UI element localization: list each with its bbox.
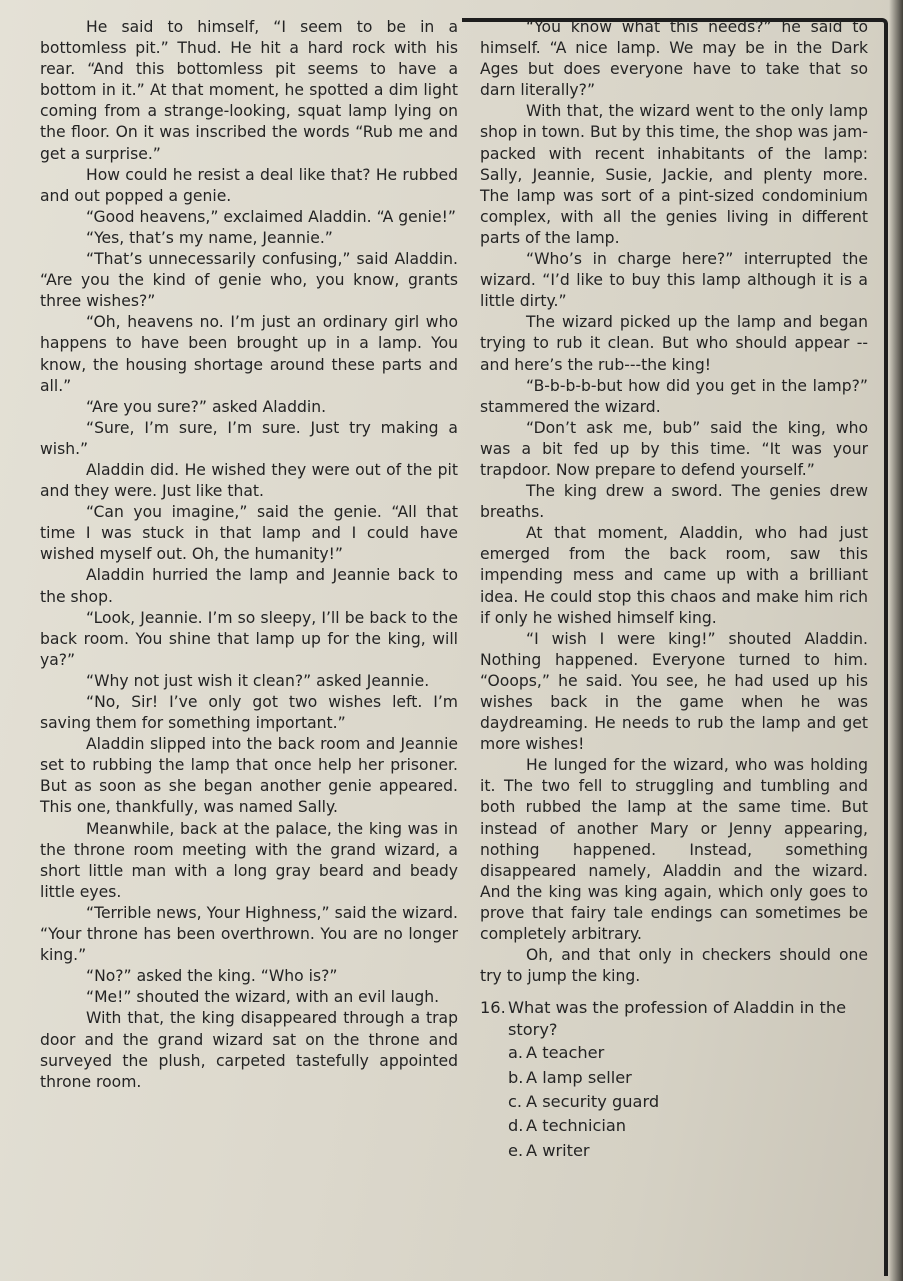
story-paragraph: With that, the wizard went to the only lamp shop in town. But by this time, the shop was jam-packed with recent inhabitants of the lamp: Sally, Jeannie, Susie, Jackie, and plenty more. The lamp was sort of a pint-sized condominium complex, with all the genies living in different parts of the lamp. [480, 102, 868, 247]
question-16 [480, 997, 868, 1041]
answer-option-c[interactable] [508, 1090, 868, 1114]
story-paragraph: “Why not just wish it clean?” asked Jeannie. [86, 671, 430, 690]
story-paragraph: “Can you imagine,” said the genie. “All that time I was stuck in that lamp and I could have wished myself out. Oh, the humanity!” [40, 503, 458, 564]
story-paragraph: “Me!” shouted the wizard, with an evil laugh. [86, 988, 440, 1007]
option-text: A security guard [526, 1091, 660, 1111]
story-paragraph: “Terrible news, Your Highness,” said the wizard. “Your throne has been overthrown. You are no longer king.” [40, 903, 458, 965]
story-paragraph: Aladdin did. He wished they were out of the pit and they were. Just like that. [40, 460, 458, 501]
story-paragraph: “Look, Jeannie. I’m so sleepy, I’ll be back to the back room. You shine that lamp up for the king, will ya?” [40, 608, 458, 669]
story-paragraph: Oh, and that only in checkers should one try to jump the king. [480, 946, 868, 986]
page-edge-shadow [889, 0, 903, 1281]
answer-option-d[interactable] [508, 1114, 868, 1138]
story-paragraph: He lunged for the wizard, who was holding it. The two fell to struggling and tumbling and both rubbed the lamp at the same time. But instead of another Mary or Jenny appearing, nothing happened. Instead, something disappeared namely, Aladdin and the wizard. And the king was king again, which only goes to prove that fairy tale endings can sometimes be completely arbitrary. [480, 756, 868, 944]
story-paragraph: “B-b-b-b-but how did you get in the lamp?” stammered the wizard. [480, 376, 868, 416]
story-paragraph: Aladdin hurried the lamp and Jeannie back to the shop. [40, 566, 458, 606]
story-right-column [480, 17, 868, 1163]
story-paragraph: He said to himself, “I seem to be in a bottomless pit.” Thud. He hit a hard rock with his rear. “And this bottomless pit seems to have a bottom in it.” At that moment, he spotted a dim light coming from a strange-looking, squat lamp lying on the floor. On it was inscribed the words “Rub me and get a surprise.” [40, 18, 458, 163]
story-paragraph: “Yes, that’s my name, Jeannie.” [86, 228, 333, 247]
story-paragraph: “Don’t ask me, bub” said the king, who was a bit fed up by this time. “It was your trapdoor. Now prepare to defend yourself.” [480, 418, 868, 479]
option-letter: e. [508, 1140, 524, 1160]
story-paragraph: “Oh, heavens no. I’m just an ordinary girl who happens to have been brought up in a lamp. You know, the housing shortage around these parts and all.” [40, 313, 458, 395]
story-paragraph: Meanwhile, back at the palace, the king was in the throne room meeting with the grand wizard, a short little man with a long gray beard and beady little eyes. [40, 819, 458, 901]
story-paragraph: “That’s unnecessarily confusing,” said Aladdin. “Are you the kind of genie who, you know, grants three wishes?” [40, 250, 458, 311]
story-paragraph: “Are you sure?” asked Aladdin. [86, 397, 327, 416]
question-text: What was the profession of Aladdin in the story? [508, 998, 847, 1040]
story-paragraph: “Sure, I’m sure, I’m sure. Just try making a wish.” [40, 418, 458, 458]
story-paragraph: The king drew a sword. The genies drew breaths. [480, 482, 868, 522]
story-paragraph: “Good heavens,” exclaimed Aladdin. “A genie!” [86, 207, 456, 226]
story-paragraph: “Who’s in charge here?” interrupted the wizard. “I’d like to buy this lamp although it is a little dirty.” [480, 250, 868, 311]
story-paragraph: “I wish I were king!” shouted Aladdin. Nothing happened. Everyone turned to him. “Ooops,” he said. You see, he had used up his wishes back in the game when he was daydreaming. He needs to rub the lamp and get more wishes! [480, 629, 868, 754]
option-letter: c. [508, 1091, 523, 1111]
story-paragraph: “No?” asked the king. “Who is?” [86, 967, 338, 986]
story-paragraph: “You know what this needs?” he said to himself. “A nice lamp. We may be in the Dark Ages but does everyone have to take that so darn literally?” [480, 18, 868, 100]
answer-options [480, 1041, 868, 1162]
option-letter: a. [508, 1043, 524, 1063]
option-text: A teacher [526, 1043, 605, 1063]
story-paragraph: The wizard picked up the lamp and began trying to rub it clean. But who should appear --and here’s the rub---the king! [480, 313, 868, 374]
option-letter: d. [508, 1116, 524, 1136]
question-number: 16. [480, 998, 506, 1018]
option-letter: b. [508, 1067, 524, 1087]
story-paragraph: Aladdin slipped into the back room and Jeannie set to rubbing the lamp that once help her prisoner. But as soon as she began another genie appeared. This one, thankfully, was named Sally. [40, 735, 458, 817]
option-text: A lamp seller [526, 1067, 632, 1087]
answer-option-a[interactable] [508, 1041, 868, 1065]
answer-option-b[interactable] [508, 1066, 868, 1090]
story-paragraph: How could he resist a deal like that? He rubbed and out popped a genie. [40, 165, 458, 205]
option-text: A writer [526, 1140, 590, 1160]
story-left-column [40, 17, 458, 1093]
story-paragraph: At that moment, Aladdin, who had just emerged from the back room, saw this impending mess and came up with a brilliant idea. He could stop this chaos and make him rich if only he wished himself king. [480, 524, 868, 627]
story-paragraph: With that, the king disappeared through a trap door and the grand wizard sat on the throne and surveyed the plush, carpeted tastefully appointed throne room. [40, 1009, 458, 1091]
story-paragraph: “No, Sir! I’ve only got two wishes left. I’m saving them for something important.” [40, 693, 458, 733]
answer-option-e[interactable] [508, 1139, 868, 1163]
option-text: A technician [526, 1116, 627, 1136]
